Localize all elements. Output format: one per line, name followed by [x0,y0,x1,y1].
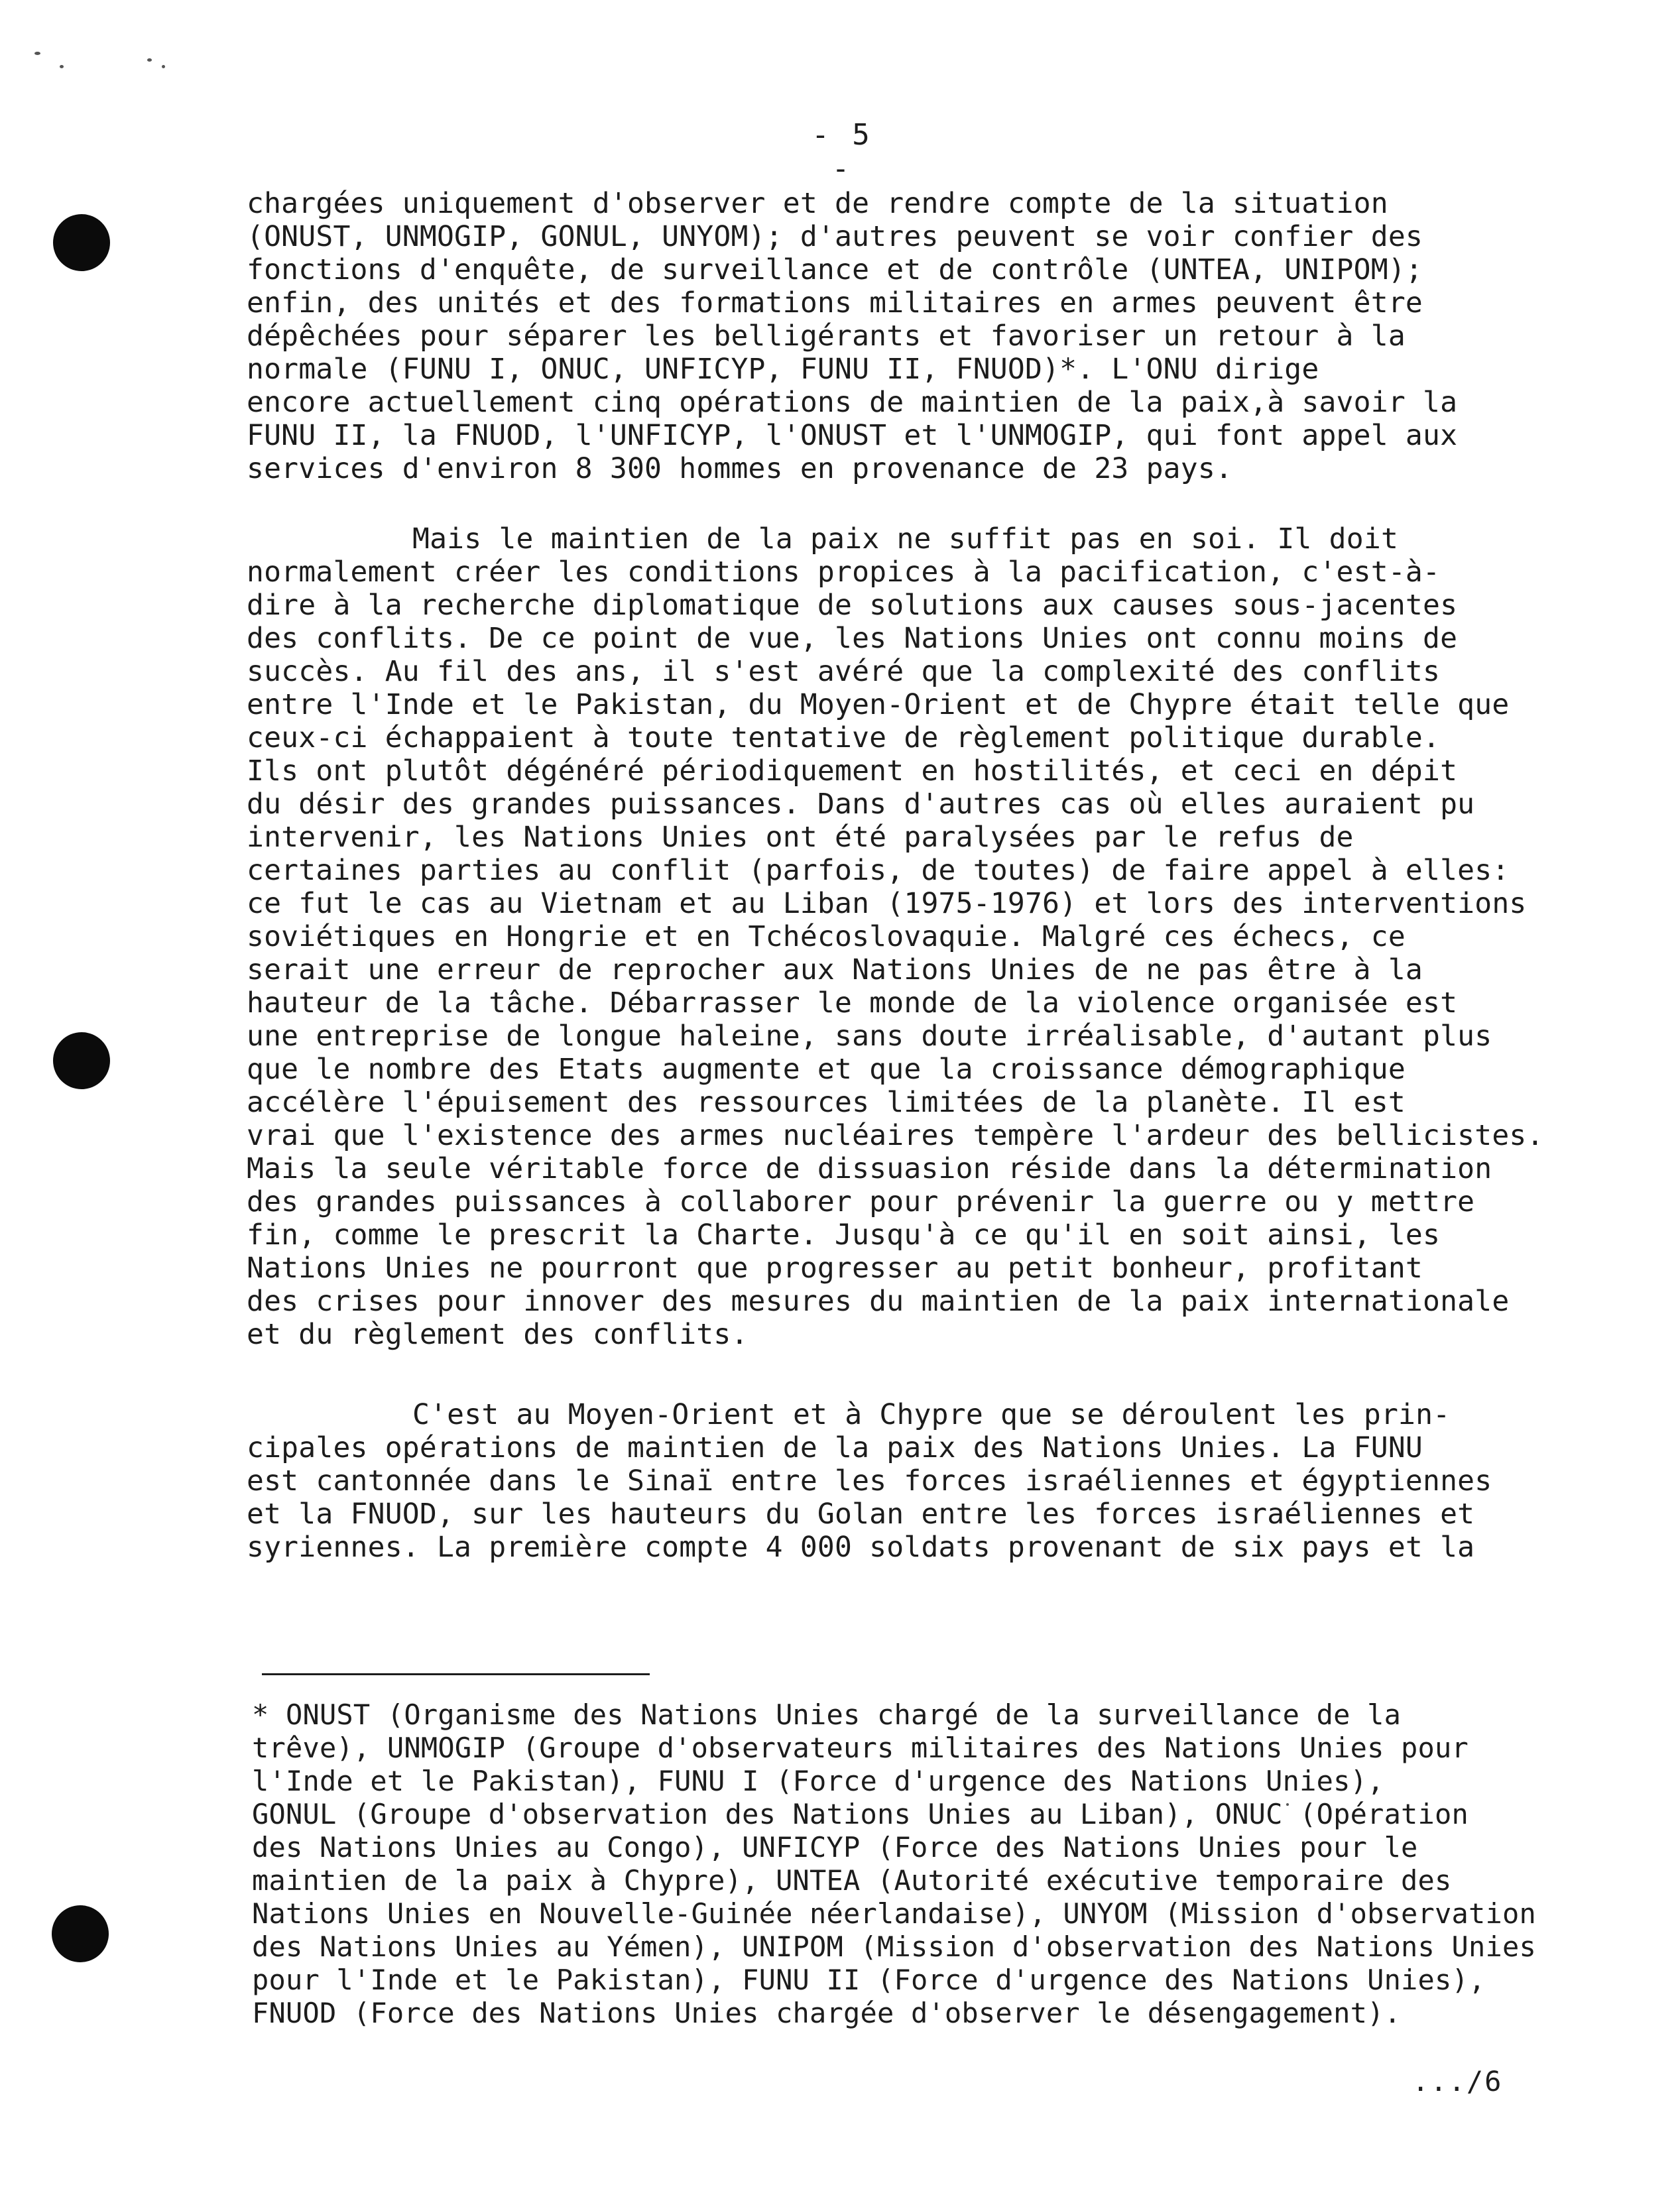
footnote [252,1698,1536,2030]
text-line: C'est au Moyen-Orient et à Chypre que se déroulent les prin- [412,1398,1451,1431]
text-line: Mais la seule véritable force de dissuasion réside dans la détermination [247,1152,1492,1185]
text-line: que le nombre des Etats augmente et que la croissance démographique [247,1053,1406,1086]
text-line: chargées uniquement d'observer et de rendre compte de la situation [247,187,1388,220]
text-line: certaines parties au conflit (parfois, de toutes) de faire appel à elles: [247,854,1510,887]
scan-speck [162,65,165,68]
text-line: succès. Au fil des ans, il s'est avéré que la complexité des conflits [247,655,1441,688]
text-line: accélère l'épuisement des ressources limitées de la planète. Il est [247,1086,1406,1119]
text-line: intervenir, les Nations Unies ont été paralysées par le refus de [247,821,1354,854]
text-line: des grandes puissances à collaborer pour prévenir la guerre ou y mettre [247,1185,1475,1218]
text-line: est cantonnée dans le Sinaï entre les forces israéliennes et égyptiennes [247,1464,1492,1498]
footnote-line: maintien de la paix à Chypre), UNTEA (Autorité exécutive temporaire des [252,1864,1452,1897]
text-line: du désir des grandes puissances. Dans d'autres cas où elles auraient pu [247,788,1475,821]
scan-speck [147,58,152,62]
text-line: fin, comme le prescrit la Charte. Jusqu'à ce qu'il en soit ainsi, les [247,1218,1441,1252]
text-line: Ils ont plutôt dégénéré périodiquement en hostilités, et ceci en dépit [247,754,1458,788]
text-line: services d'environ 8 300 hommes en provenance de 23 pays. [247,452,1233,485]
text-line: FUNU II, la FNUOD, l'UNFICYP, l'ONUST et l'UNMOGIP, qui font appel aux [247,419,1458,452]
footnote-line: trêve), UNMOGIP (Groupe d'observateurs militaires des Nations Unies pour [252,1732,1469,1764]
text-line: soviétiques en Hongrie et en Tchécoslovaquie. Malgré ces échecs, ce [247,920,1406,953]
punch-hole [53,214,110,271]
footnote-line: GONUL (Groupe d'observation des Nations Unies au Liban), ONUC (Opération [252,1798,1469,1830]
text-line: Nations Unies ne pourront que progresser au petit bonheur, profitant [247,1252,1423,1285]
text-line: syriennes. La première compte 4 000 soldats provenant de six pays et la [247,1531,1475,1564]
footnote-line: l'Inde et le Pakistan), FUNU I (Force d'urgence des Nations Unies), [252,1765,1384,1797]
text-line: vrai que l'existence des armes nucléaires tempère l'ardeur des bellicistes. [247,1119,1544,1152]
punch-hole [53,1032,110,1089]
footnote-line: des Nations Unies au Congo), UNFICYP (Force des Nations Unies pour le [252,1831,1418,1864]
text-line: et la FNUOD, sur les hauteurs du Golan entre les forces israéliennes et [247,1498,1475,1531]
text-line: dire à la recherche diplomatique de solutions aux causes sous-jacentes [247,589,1458,622]
text-line: dépêchées pour séparer les belligérants et favoriser un retour à la [247,320,1406,353]
paragraph [247,187,1520,485]
text-line: des conflits. De ce point de vue, les Nations Unies ont connu moins de [247,622,1458,655]
text-line: cipales opérations de maintien de la paix des Nations Unies. La FUNU [247,1431,1423,1464]
scan-speck [34,52,40,55]
continuation-marker: .../6 [1412,2065,1503,2098]
footnote-line: FNUOD (Force des Nations Unies chargée d'observer le désengagement). [252,1997,1402,2029]
footnote-line: des Nations Unies au Yémen), UNIPOM (Mission d'observation des Nations Unies [252,1930,1536,1963]
footnote-separator [262,1673,650,1675]
text-line: et du règlement des conflits. [247,1318,749,1351]
text-line: entre l'Inde et le Pakistan, du Moyen-Orient et de Chypre était telle que [247,688,1510,721]
punch-hole [52,1905,109,1962]
footnote-line: * ONUST (Organisme des Nations Unies chargé de la surveillance de la [252,1698,1402,1731]
text-line: des crises pour innover des mesures du maintien de la paix internationale [247,1285,1510,1318]
text-line: fonctions d'enquête, de surveillance et de contrôle (UNTEA, UNIPOM); [247,253,1423,286]
text-line: ce fut le cas au Vietnam et au Liban (1975-1976) et lors des interventions [247,887,1527,920]
text-line: hauteur de la tâche. Débarrasser le monde de la violence organisée est [247,986,1458,1020]
text-line: une entreprise de longue haleine, sans doute irréalisable, d'autant plus [247,1020,1492,1053]
text-line: encore actuellement cinq opérations de maintien de la paix,à savoir la [247,386,1458,419]
scan-speck [60,65,64,68]
text-line: Mais le maintien de la paix ne suffit pas en soi. Il doit [412,522,1399,556]
footnote-line: pour l'Inde et le Pakistan), FUNU II (Force d'urgence des Nations Unies), [252,1964,1486,1996]
footnote-line: Nations Unies en Nouvelle-Guinée néerlandaise), UNYOM (Mission d'observation [252,1897,1536,1930]
text-line: normale (FUNU I, ONUC, UNFICYP, FUNU II, FNUOD)*. L'ONU dirige [247,353,1319,386]
page-number: - 5 - [811,118,872,186]
text-line: (ONUST, UNMOGIP, GONUL, UNYOM); d'autres peuvent se voir confier des [247,220,1423,253]
paragraph [247,522,1544,1351]
text-line: serait une erreur de reprocher aux Nations Unies de ne pas être à la [247,953,1423,986]
text-line: normalement créer les conditions propices à la pacification, c'est-à- [247,556,1441,589]
text-line: ceux-ci échappaient à toute tentative de règlement politique durable. [247,721,1441,754]
text-line: enfin, des unités et des formations militaires en armes peuvent être [247,286,1423,320]
paragraph [247,1398,1520,1564]
